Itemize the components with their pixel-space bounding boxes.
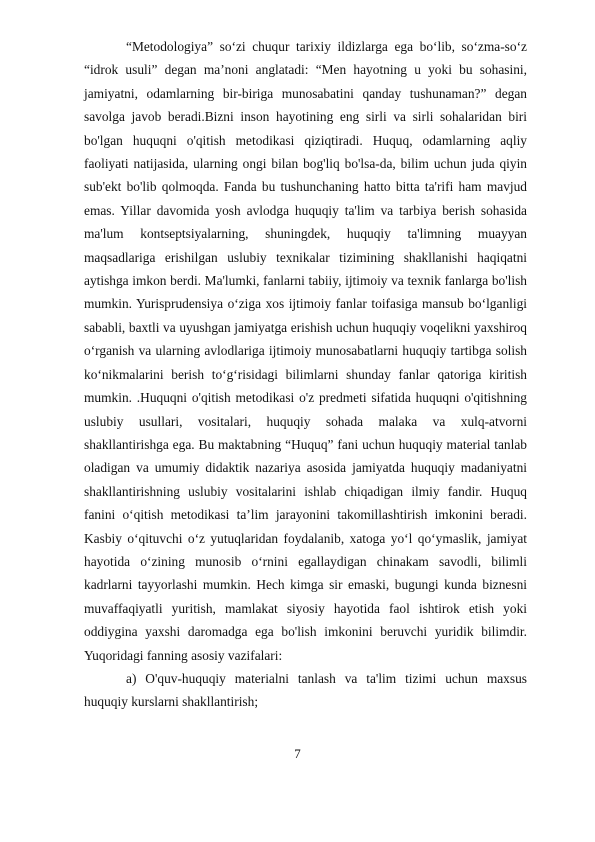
page-body bbox=[84, 35, 527, 714]
page-number: 7 bbox=[294, 746, 301, 761]
body-paragraph-intro: “Metodologiya” so‘zi chuqur tarixiy ildizlarga ega bo‘lib, so‘zma-so‘z “idrok usuli” degan ma’noni anglatadi: “Men hayotning u yoki bu sohasini, jamiyatni, odamlarning bir-biriga munosabatini qanday tushunaman?” degan savolga javob beradi.Bizni inson hayotining eng sirli va sirli sohalaridan biri bo'lgan huquqni o'qitish metodikasi qiziqtiradi. Huquq, odamlarning aqliy faoliyati natijasida, ularning ongi bilan bog'liq bo'lsa-da, bilim uchun juda qiyin sub'ekt bo'lib qolmoqda. Fanda bu tushunchaning hatto bitta ta'rifi ham mavjud emas. Yillar davomida yosh avlodga huquqiy ta'lim va tarbiya berish sohasida ma'lum kontseptsiyalarning, shuningdek, huquqiy ta'limning muayyan maqsadlariga erishilgan uslubiy texnikalar tizimining shakllanishi haqiqatni aytishga imkon berdi. Ma'lumki, fanlarni tabiiy, ijtimoiy va texnik fanlarga bo'lish mumkin. Yurisprudensiya o‘ziga xos ijtimoiy fanlar toifasiga mansub bo‘lganligi sababli, baxtli va uyushgan jamiyatga erishish uchun huquqiy voqelikni yaxshiroq o‘rganish va ularning avlodlariga ijtimoiy munosabatlarni huquqiy tartibga solish ko‘nikmalarini berish to‘g‘risidagi bilimlarni shunday fanlar qatoriga kiritish mumkin. .Huquqni o'qitish metodikasi o'z predmeti sifatida huquqni o'qitishning uslubiy usullari, vositalari, huquqiy sohada malaka va xulq-atvorni shakllantirishga ega. Bu maktabning “Huquq” fani uchun huquqiy material tanlab oladigan va umumiy didaktik nazariya asosida jamiyatda huquqiy madaniyatni shakllantirishning uslubiy vositalarini ishlab chiqadigan ilmiy fandir. Huquq fanini o‘qitish metodikasi ta’lim jarayonini takomillashtirish imkonini beradi. Kasbiy o‘qituvchi o‘z yutuqlaridan foydalanib, xatoga yo‘l qo‘ymaslik, jamiyat hayotida o‘zining munosib o‘rnini egallaydigan chinakam savodli, bilimli kadrlarni tayyorlashi mumkin. Hech kimga sir emaski, bugungi kunda biznesni muvaffaqiyatli yuritish, mamlakat siyosiy hayotida faol ishtirok etish yoki oddiygina yaxshi daromadga ega bo'lish imkonini beruvchi yuridik bilimdir. Yuqoridagi fanning asosiy vazifalari: bbox=[84, 39, 527, 663]
list-item-a: a) O'quv-huquqiy materialni tanlash va ta'lim tizimi uchun maxsus huquqiy kurslarni shakllantirish; bbox=[84, 670, 527, 710]
